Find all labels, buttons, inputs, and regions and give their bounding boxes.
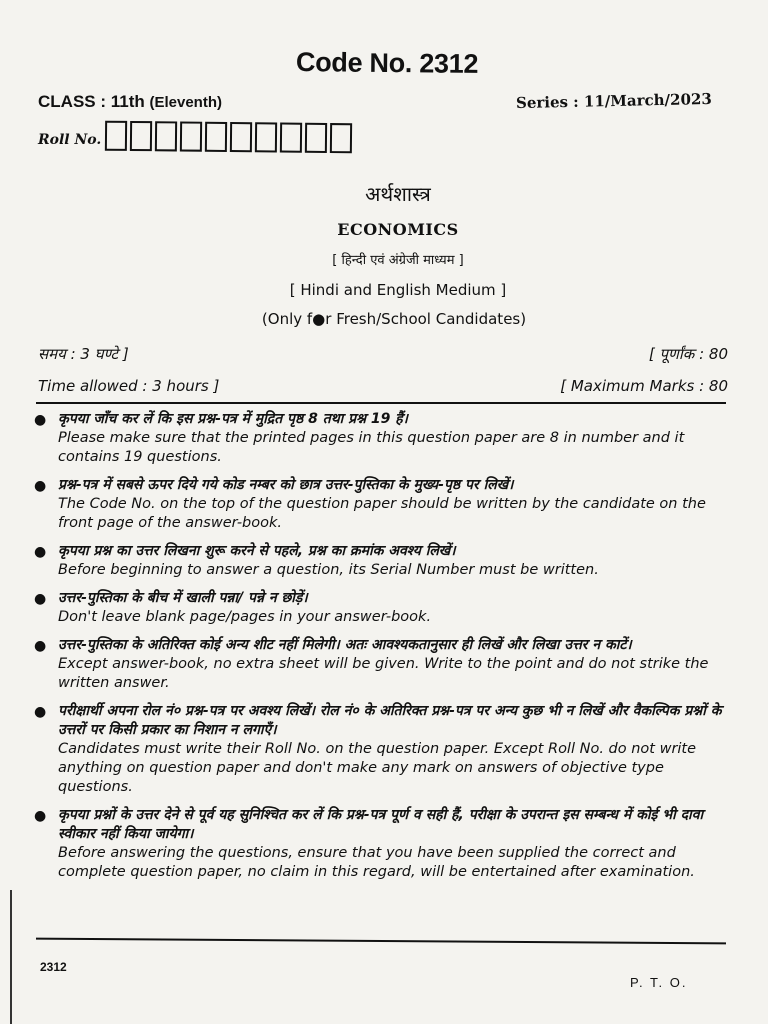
instruction-hindi: कृपया जाँच कर लें कि इस प्रश्न-पत्र में मुद्रित पृष्ठ 8 तथा प्रश्न 19 हैं।	[58, 411, 408, 427]
roll-digit-box	[330, 123, 352, 153]
instruction-english: Please make sure that the printed pages in this question paper are 8 in number and it contains 19 questions.	[58, 430, 685, 465]
margin-line	[10, 890, 12, 1024]
roll-digit-box	[230, 122, 252, 152]
bullet-icon: ●	[34, 808, 47, 824]
instruction-hindi: उत्तर-पुस्तिका के बीच में खाली पन्ना/ पन्ने न छोड़ें।	[58, 590, 308, 606]
time-row-english	[38, 377, 728, 395]
instruction-item	[34, 806, 730, 882]
instructions-list	[34, 410, 730, 891]
instruction-english: Don't leave blank page/pages in your answer-book.	[58, 609, 432, 625]
roll-digit-box	[105, 121, 127, 151]
instruction-english: The Code No. on the top of the question paper should be written by the candidate on the front page of the answer-book.	[58, 496, 706, 531]
instruction-hindi: उत्तर-पुस्तिका के अतिरिक्त कोई अन्य शीट नहीं मिलेगी। अतः आवश्यकतानुसार ही लिखें और लिखा उत्तर न काटें।	[58, 637, 632, 653]
roll-digit-box	[180, 121, 202, 151]
instruction-hindi: प्रश्न-पत्र में सबसे ऊपर दिये गये कोड नम्बर को छात्र उत्तर-पुस्तिका के मुख्य-पृष्ठ पर लिखें।	[58, 477, 514, 493]
bullet-icon: ●	[34, 412, 47, 428]
instruction-english: Except answer-book, no extra sheet will be given. Write to the point and do not strike the written answer.	[58, 656, 709, 691]
marks-english: [ Maximum Marks : 80	[560, 377, 728, 395]
instruction-english: Before answering the questions, ensure that you have been supplied the correct and complete question paper, no claim in this regard, will be entertained after examination.	[58, 845, 695, 880]
code-number: Code No. 2312	[295, 47, 479, 79]
medium-english: [ Hindi and English Medium ]	[289, 281, 507, 299]
bullet-icon: ●	[34, 591, 47, 607]
bullet-icon: ●	[34, 638, 47, 654]
roll-digit-box	[255, 122, 277, 152]
roll-label: Roll No.	[38, 132, 102, 148]
top-divider	[36, 402, 726, 404]
candidate-type: (Only f●r Fresh/School Candidates)	[261, 310, 527, 328]
instruction-item	[34, 589, 730, 627]
instruction-item	[34, 542, 730, 580]
roll-digit-box	[305, 123, 327, 153]
subject-title-hindi: अर्थशास्त्र	[365, 182, 431, 206]
instruction-item	[34, 476, 730, 533]
instruction-item	[34, 636, 730, 693]
bullet-icon: ●	[34, 478, 47, 494]
roll-digit-box	[280, 123, 302, 153]
instruction-english: Candidates must write their Roll No. on the question paper. Except Roll No. do not write anything on question paper and don't make any mark on answers of objective type questions.	[58, 741, 697, 795]
marks-hindi: [ पूर्णांक : 80	[648, 345, 728, 363]
instruction-item	[34, 410, 730, 467]
instruction-item	[34, 702, 730, 797]
bullet-icon: ●	[34, 704, 47, 720]
time-hindi: समय : 3 घण्टे ]	[38, 345, 129, 363]
instruction-english: Before beginning to answer a question, its Serial Number must be written.	[58, 562, 599, 578]
footer-code: 2312	[40, 960, 67, 974]
medium-hindi: [ हिन्दी एवं अंग्रेजी माध्यम ]	[332, 253, 464, 268]
roll-number-section	[38, 122, 355, 152]
bottom-divider	[36, 938, 726, 945]
bullet-icon: ●	[34, 544, 47, 560]
subject-title-english: ECONOMICS	[337, 220, 459, 239]
class-label: CLASS : 11th	[38, 92, 145, 111]
pto-label: P. T. O.	[630, 975, 688, 990]
series-label: Series : 11/March/2023	[515, 89, 712, 113]
instruction-hindi: कृपया प्रश्न का उत्तर लिखना शुरू करने से पहले, प्रश्न का क्रमांक अवश्य लिखें।	[58, 543, 456, 559]
roll-digit-box	[205, 122, 227, 152]
roll-digit-box	[130, 121, 152, 151]
class-line	[38, 92, 222, 112]
class-paren: (Eleventh)	[149, 94, 222, 111]
time-english: Time allowed : 3 hours ]	[38, 377, 220, 395]
time-row-hindi	[38, 344, 728, 364]
instruction-hindi: परीक्षार्थी अपना रोल नं० प्रश्न-पत्र पर अवश्य लिखें। रोल नं० के अतिरिक्त प्रश्न-पत्र पर अन्य कुछ भी न लिखें और वैकल्पिक प्रश्नों के उत्तरों पर किसी प्रकार का निशान न लगाएँ।	[58, 703, 722, 738]
instruction-hindi: कृपया प्रश्नों के उत्तर देने से पूर्व यह सुनिश्चित कर लें कि प्रश्न-पत्र पूर्ण व सही हैं, परीक्षा के उपरान्त इस सम्बन्ध में कोई भी दावा स्वीकार नहीं किया जायेगा।	[58, 807, 704, 842]
roll-number-boxes	[105, 121, 355, 154]
roll-digit-box	[155, 121, 177, 151]
